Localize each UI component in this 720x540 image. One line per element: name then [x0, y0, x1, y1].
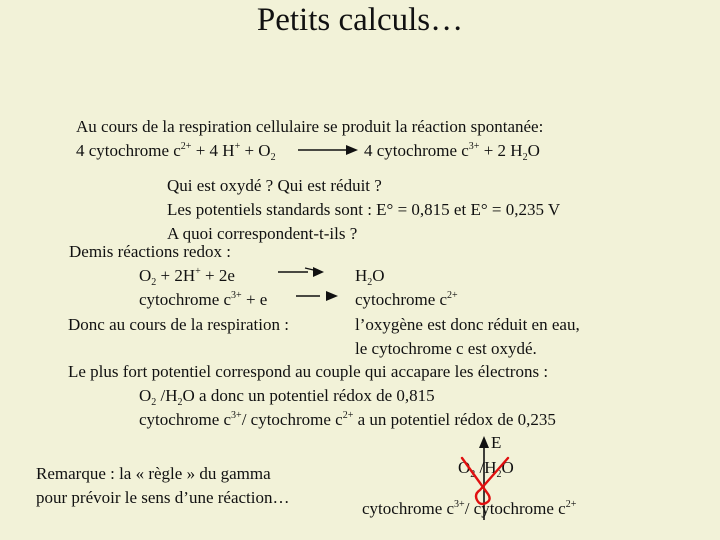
intro-line: Au cours de la respiration cellulaire se produit la réaction spontanée:: [76, 117, 544, 136]
cytochrome-potential-line: cytochrome $c^{3+}/$ cytochrome $c^{2+}$ a un potentiel rédox de 0,235: [139, 410, 556, 429]
potential-axis-label: E: [491, 433, 502, 452]
question-standard-potentials: Les potentiels standards sont : E° = 0,815 et E° = 0,235 V: [167, 200, 561, 219]
question-correspondence: A quoi correspondent-t-ils ?: [167, 224, 358, 243]
gamma-cross-mark: [462, 458, 508, 504]
half-reaction-1-left: $O_2 + 2H^+ + 2e$: [139, 266, 235, 288]
half-reactions-heading: Demis réactions redox :: [69, 242, 231, 261]
question-oxidized-reduced: Qui est oxydé ? Qui est réduit ?: [167, 176, 382, 195]
remark-line-1: Remarque : la « règle » du gamma: [36, 464, 271, 483]
potential-statement: Le plus fort potentiel correspond au couple qui accapare les électrons :: [68, 362, 549, 381]
oxygen-potential-line: $O_2$ $/H_2O$ a donc un potentiel rédox de 0,815: [139, 386, 435, 408]
half-reaction-1-arrow: [278, 267, 324, 277]
conclusion-label: Donc au cours de la respiration :: [68, 315, 289, 334]
reaction-arrow: [298, 145, 358, 155]
remark-line-2: pour prévoir le sens d’une réaction…: [36, 488, 290, 507]
diagram-cytochrome-couple: cytochrome $c^{3+}/$ cytochrome $c^{2+}$: [362, 499, 577, 518]
conclusion-cytochrome-oxidized: le cytochrome c est oxydé.: [355, 339, 537, 358]
diagram-oxygen-couple: $O_2$ $/H_2O$: [458, 458, 514, 480]
half-reaction-2-arrow: [296, 291, 338, 301]
half-reaction-2-right: cytochrome $c^{2+}$: [355, 290, 458, 309]
reaction-right-side: 4 cytochrome $c^{3+} + 2$ $H_2O$: [364, 141, 540, 163]
slide-title: Petits calculs…: [256, 2, 464, 38]
half-reaction-1-right: $H_2O$: [355, 266, 385, 288]
conclusion-oxygen-reduced: l’oxygène est donc réduit en eau,: [355, 315, 580, 334]
reaction-left-side: 4 cytochrome $c^{2+} + 4$ $H^+ + O_2$: [76, 141, 276, 163]
potential-axis-arrow: [479, 436, 489, 520]
half-reaction-2-left: cytochrome $c^{3+} + e$: [139, 290, 268, 309]
